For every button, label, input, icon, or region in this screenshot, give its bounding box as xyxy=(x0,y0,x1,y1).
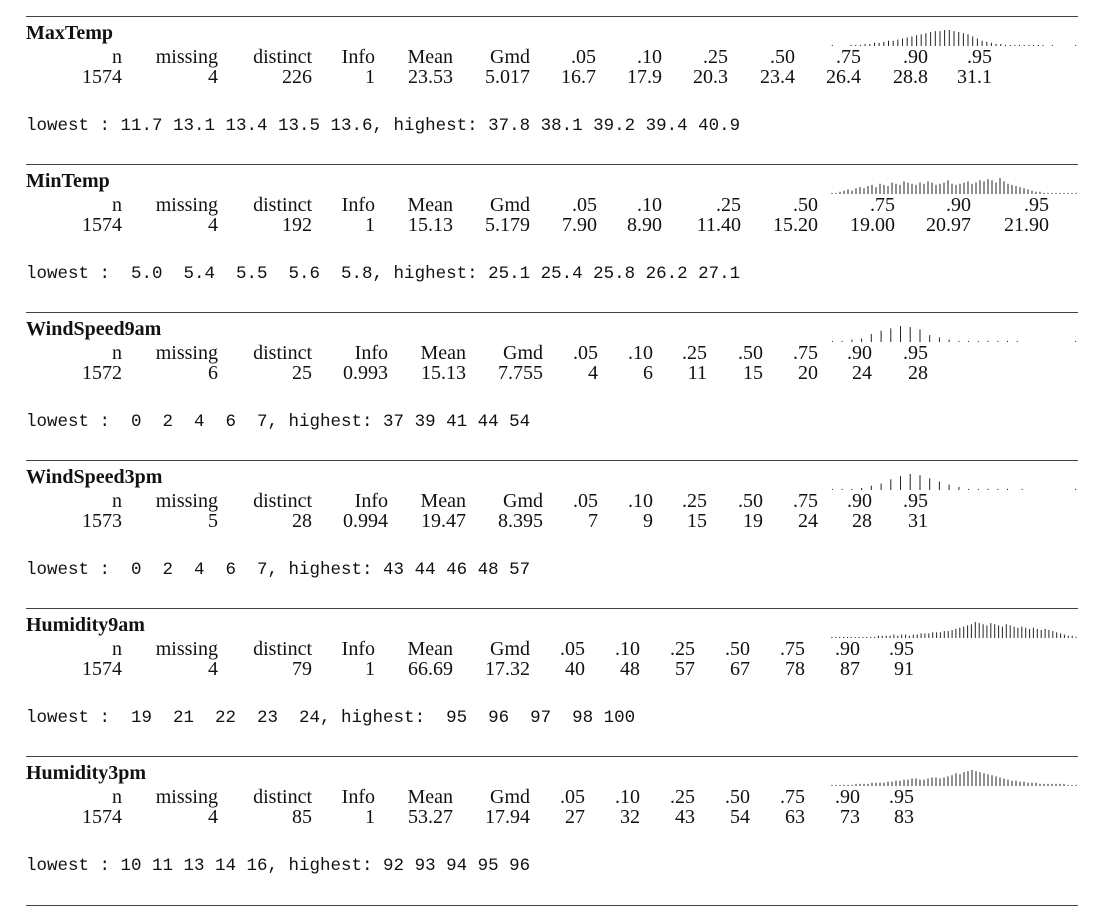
column-header: .10 xyxy=(615,786,640,808)
column-header: missing xyxy=(155,194,218,216)
spike-histogram xyxy=(830,174,1078,194)
column-header: .75 xyxy=(793,342,818,364)
column-header: .50 xyxy=(725,638,750,660)
column-header: Gmd xyxy=(490,786,530,808)
column-header: Mean xyxy=(407,194,453,216)
stat-value: 1 xyxy=(365,658,375,680)
stat-value: 1574 xyxy=(82,66,122,88)
bottom-rule xyxy=(26,905,1078,906)
column-header: .90 xyxy=(835,786,860,808)
stat-value: 48 xyxy=(620,658,640,680)
stat-value: 15 xyxy=(687,510,707,532)
variable-block xyxy=(0,312,1098,460)
separator-rule xyxy=(26,16,1078,17)
stat-value: 9 xyxy=(643,510,653,532)
stat-value: 17.9 xyxy=(627,66,662,88)
stat-value: 1574 xyxy=(82,658,122,680)
stat-value: 5.179 xyxy=(485,214,530,236)
stat-value: 15.20 xyxy=(773,214,818,236)
stat-value: 40 xyxy=(565,658,585,680)
column-header: .10 xyxy=(628,490,653,512)
variable-block xyxy=(0,16,1098,164)
column-header: .05 xyxy=(573,342,598,364)
stat-value: 7 xyxy=(588,510,598,532)
column-header: Mean xyxy=(420,490,466,512)
column-header: .90 xyxy=(835,638,860,660)
column-header: .90 xyxy=(946,194,971,216)
column-header: .90 xyxy=(903,46,928,68)
stat-value: 1574 xyxy=(82,214,122,236)
column-header: distinct xyxy=(253,46,312,68)
variable-block xyxy=(0,608,1098,756)
stat-value: 192 xyxy=(282,214,312,236)
stat-value: 31.1 xyxy=(957,66,992,88)
stat-value: 83 xyxy=(894,806,914,828)
separator-rule xyxy=(26,756,1078,757)
column-header: missing xyxy=(155,786,218,808)
extremes-line: lowest : 5.0 5.4 5.5 5.6 5.8, highest: 25.1 25.4 25.8 26.2 27.1 xyxy=(26,264,741,284)
column-header: Mean xyxy=(407,638,453,660)
column-header: n xyxy=(112,342,122,364)
column-header: Gmd xyxy=(490,638,530,660)
stat-value: 17.32 xyxy=(485,658,530,680)
stat-value: 7.755 xyxy=(498,362,543,384)
stat-value: 5 xyxy=(208,510,218,532)
column-header: Info xyxy=(354,342,388,364)
column-header: Info xyxy=(341,638,375,660)
column-header: distinct xyxy=(253,490,312,512)
variable-name: WindSpeed3pm xyxy=(26,466,163,488)
variable-block xyxy=(0,164,1098,312)
stat-value: 4 xyxy=(208,66,218,88)
stat-value: 67 xyxy=(730,658,750,680)
column-header: .95 xyxy=(903,342,928,364)
separator-rule xyxy=(26,164,1078,165)
column-header: Gmd xyxy=(490,46,530,68)
stat-value: 57 xyxy=(675,658,695,680)
column-header: .10 xyxy=(637,46,662,68)
column-header: .75 xyxy=(780,786,805,808)
column-header: .50 xyxy=(738,342,763,364)
column-header: .95 xyxy=(1024,194,1049,216)
stat-value: 6 xyxy=(643,362,653,384)
column-header: .10 xyxy=(628,342,653,364)
column-header: .50 xyxy=(793,194,818,216)
stat-value: 1 xyxy=(365,66,375,88)
column-header: .95 xyxy=(967,46,992,68)
column-header: .75 xyxy=(836,46,861,68)
variable-name: MaxTemp xyxy=(26,22,114,44)
stat-value: 7.90 xyxy=(562,214,597,236)
extremes-line: lowest : 0 2 4 6 7, highest: 43 44 46 48 57 xyxy=(26,560,531,580)
stat-value: 19 xyxy=(743,510,763,532)
stat-value: 91 xyxy=(894,658,914,680)
column-header: .10 xyxy=(615,638,640,660)
column-header: n xyxy=(112,46,122,68)
extremes-line: lowest : 19 21 22 23 24, highest: 95 96 97 98 100 xyxy=(26,708,636,728)
spike-histogram xyxy=(830,26,1078,46)
variable-name: MinTemp xyxy=(26,170,110,192)
column-header: .25 xyxy=(670,638,695,660)
stat-value: 226 xyxy=(282,66,312,88)
column-header: missing xyxy=(155,342,218,364)
stat-value: 28 xyxy=(852,510,872,532)
stat-value: 15 xyxy=(743,362,763,384)
stat-value: 21.90 xyxy=(1004,214,1049,236)
stat-value: 4 xyxy=(588,362,598,384)
column-header: distinct xyxy=(253,638,312,660)
stat-value: 66.69 xyxy=(408,658,453,680)
column-header: .25 xyxy=(716,194,741,216)
column-header: .95 xyxy=(889,638,914,660)
column-header: n xyxy=(112,194,122,216)
stat-value: 20 xyxy=(798,362,818,384)
column-header: Mean xyxy=(407,786,453,808)
column-header: .05 xyxy=(560,638,585,660)
column-header: .50 xyxy=(725,786,750,808)
column-header: .25 xyxy=(682,490,707,512)
column-header: n xyxy=(112,490,122,512)
stat-value: 1 xyxy=(365,806,375,828)
extremes-line: lowest : 11.7 13.1 13.4 13.5 13.6, highest: 37.8 38.1 39.2 39.4 40.9 xyxy=(26,116,741,136)
column-header: Mean xyxy=(420,342,466,364)
stat-value: 19.00 xyxy=(850,214,895,236)
stat-value: 1574 xyxy=(82,806,122,828)
stat-value: 17.94 xyxy=(485,806,530,828)
column-header: .90 xyxy=(847,490,872,512)
column-header: .05 xyxy=(572,194,597,216)
stat-value: 87 xyxy=(840,658,860,680)
stat-value: 23.53 xyxy=(408,66,453,88)
separator-rule xyxy=(26,312,1078,313)
extremes-line: lowest : 0 2 4 6 7, highest: 37 39 41 44 54 xyxy=(26,412,531,432)
stat-value: 0.994 xyxy=(343,510,388,532)
stat-value: 25 xyxy=(292,362,312,384)
extremes-line: lowest : 10 11 13 14 16, highest: 92 93 94 95 96 xyxy=(26,856,531,876)
column-header: distinct xyxy=(253,342,312,364)
stat-value: 11.40 xyxy=(696,214,741,236)
stat-value: 78 xyxy=(785,658,805,680)
column-header: distinct xyxy=(253,786,312,808)
stat-value: 1573 xyxy=(82,510,122,532)
stat-value: 53.27 xyxy=(408,806,453,828)
stat-value: 54 xyxy=(730,806,750,828)
column-header: .25 xyxy=(703,46,728,68)
stat-value: 43 xyxy=(675,806,695,828)
variable-name: Humidity3pm xyxy=(26,762,147,784)
column-header: .95 xyxy=(889,786,914,808)
stat-value: 73 xyxy=(840,806,860,828)
stat-value: 15.13 xyxy=(408,214,453,236)
stat-value: 32 xyxy=(620,806,640,828)
stat-value: 4 xyxy=(208,806,218,828)
spike-histogram xyxy=(830,322,1078,342)
stat-value: 0.993 xyxy=(343,362,388,384)
stat-value: 1 xyxy=(365,214,375,236)
column-header: .75 xyxy=(780,638,805,660)
stat-value: 20.3 xyxy=(693,66,728,88)
variable-block xyxy=(0,460,1098,608)
column-header: Gmd xyxy=(503,342,543,364)
column-header: .05 xyxy=(560,786,585,808)
column-header: .95 xyxy=(903,490,928,512)
stat-value: 85 xyxy=(292,806,312,828)
stat-value: 11 xyxy=(687,362,707,384)
stat-value: 15.13 xyxy=(421,362,466,384)
column-header: .90 xyxy=(847,342,872,364)
stat-value: 28.8 xyxy=(893,66,928,88)
stat-value: 27 xyxy=(565,806,585,828)
column-header: .25 xyxy=(670,786,695,808)
stat-value: 31 xyxy=(908,510,928,532)
column-header: distinct xyxy=(253,194,312,216)
column-header: n xyxy=(112,638,122,660)
column-header: .75 xyxy=(793,490,818,512)
stat-value: 23.4 xyxy=(760,66,795,88)
separator-rule xyxy=(26,608,1078,609)
stat-value: 24 xyxy=(852,362,872,384)
column-header: Gmd xyxy=(503,490,543,512)
stat-value: 20.97 xyxy=(926,214,971,236)
stat-value: 24 xyxy=(798,510,818,532)
column-header: missing xyxy=(155,46,218,68)
stat-value: 8.395 xyxy=(498,510,543,532)
stat-value: 16.7 xyxy=(561,66,596,88)
column-header: .75 xyxy=(870,194,895,216)
column-header: Gmd xyxy=(490,194,530,216)
stat-value: 5.017 xyxy=(485,66,530,88)
column-header: Info xyxy=(341,786,375,808)
variable-name: WindSpeed9am xyxy=(26,318,162,340)
column-header: Info xyxy=(354,490,388,512)
column-header: .25 xyxy=(682,342,707,364)
stat-value: 63 xyxy=(785,806,805,828)
column-header: .10 xyxy=(637,194,662,216)
spike-histogram xyxy=(830,766,1078,786)
stat-value: 4 xyxy=(208,658,218,680)
stat-value: 4 xyxy=(208,214,218,236)
stat-value: 19.47 xyxy=(421,510,466,532)
stat-value: 1572 xyxy=(82,362,122,384)
column-header: missing xyxy=(155,490,218,512)
stat-value: 6 xyxy=(208,362,218,384)
variable-block xyxy=(0,756,1098,904)
column-header: .05 xyxy=(571,46,596,68)
separator-rule xyxy=(26,460,1078,461)
column-header: n xyxy=(112,786,122,808)
stat-value: 79 xyxy=(292,658,312,680)
stat-value: 28 xyxy=(908,362,928,384)
column-header: .50 xyxy=(738,490,763,512)
stat-value: 26.4 xyxy=(826,66,861,88)
variable-name: Humidity9am xyxy=(26,614,145,636)
column-header: .50 xyxy=(770,46,795,68)
column-header: missing xyxy=(155,638,218,660)
stat-value: 8.90 xyxy=(627,214,662,236)
column-header: .05 xyxy=(573,490,598,512)
spike-histogram xyxy=(830,618,1078,638)
spike-histogram xyxy=(830,470,1078,490)
column-header: Info xyxy=(341,194,375,216)
column-header: Mean xyxy=(407,46,453,68)
column-header: Info xyxy=(341,46,375,68)
stat-value: 28 xyxy=(292,510,312,532)
